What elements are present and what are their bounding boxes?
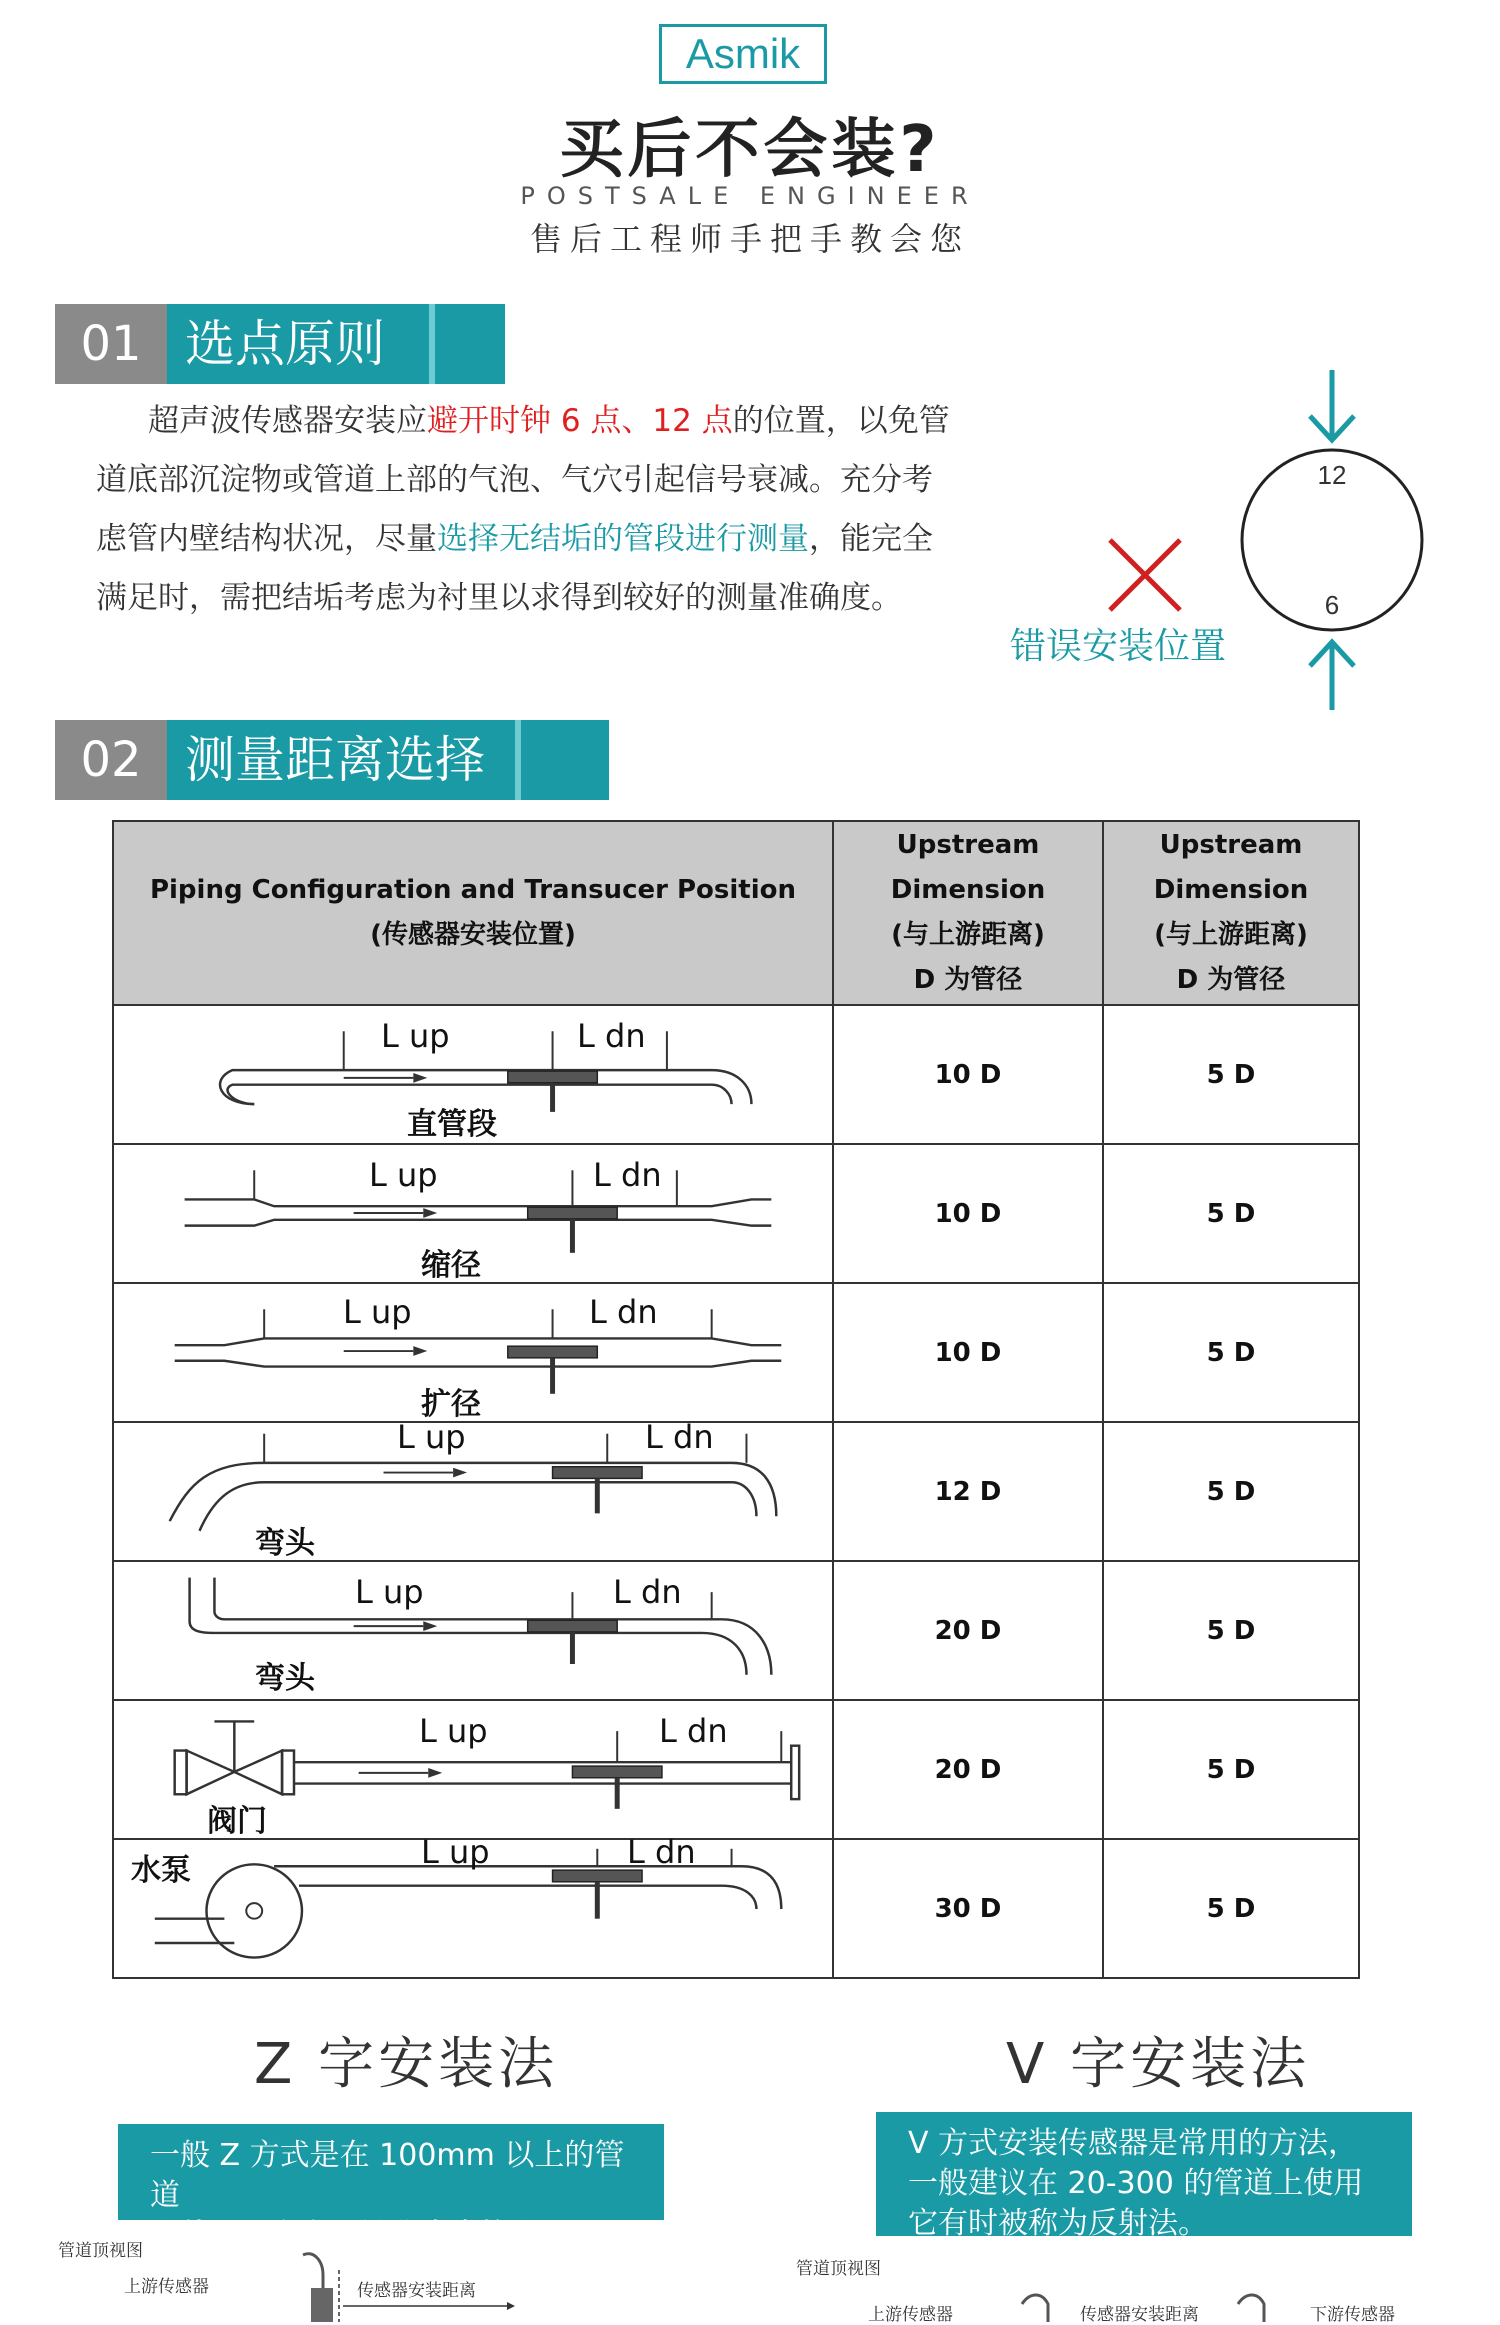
subtitle-english: POSTSALE ENGINEER <box>520 182 980 210</box>
l-up-label: L up <box>419 1712 488 1750</box>
l-dn-label: L dn <box>593 1156 662 1194</box>
config-cell <box>113 1561 833 1700</box>
config-name: 直管段 <box>407 1107 497 1142</box>
para-warning-red: 避开时钟 6 点、12 点 <box>427 403 733 439</box>
section-2-header <box>55 720 609 800</box>
transducer-icon <box>1238 2295 1264 2322</box>
upstream-value: 20 D <box>833 1700 1103 1839</box>
z-sensor-label: 上游传感器 <box>124 2277 209 2297</box>
v-distance-label: 传感器安装距离 <box>1080 2305 1199 2325</box>
l-up-label: L up <box>369 1156 438 1194</box>
config-cell <box>113 1418 833 1561</box>
downstream-value: 5 D <box>1103 1283 1359 1422</box>
downstream-value: 5 D <box>1103 1144 1359 1283</box>
config-name: 弯头 <box>255 1526 315 1561</box>
header-down-line: D 为管径 <box>1176 965 1286 995</box>
l-dn-label: L dn <box>645 1418 714 1456</box>
section-1-number: 01 <box>55 304 167 384</box>
header-up-line: (与上游距离) <box>891 920 1045 950</box>
config-name: 扩径 <box>421 1387 481 1422</box>
z-view-label: 管道顶视图 <box>58 2241 143 2261</box>
section-2-tail <box>521 720 609 800</box>
double-elbow-pipe-diagram <box>115 1563 831 1698</box>
upstream-value: 10 D <box>833 1283 1103 1422</box>
subtitle-chinese: 售后工程师手把手教会您 <box>529 220 970 258</box>
config-cell <box>113 1283 833 1422</box>
distance-table <box>112 820 1360 1979</box>
header-upstream <box>833 821 1103 1005</box>
downstream-value: 5 D <box>1103 1422 1359 1561</box>
z-distance-label: 传感器安装距离 <box>357 2281 476 2301</box>
section-1-tail <box>435 304 505 384</box>
downstream-value: 5 D <box>1103 1561 1359 1700</box>
upstream-value: 12 D <box>833 1422 1103 1561</box>
header-config-en: Piping Configuration and Transucer Position <box>149 875 797 905</box>
header-config-cn: (传感器安装位置) <box>370 920 576 950</box>
transducer-icon <box>311 2288 333 2322</box>
section-1-title: 选点原则 <box>167 304 429 384</box>
v-up-sensor-label: 上游传感器 <box>868 2305 953 2325</box>
table-row <box>113 1422 1359 1561</box>
l-up-label: L up <box>355 1573 424 1611</box>
v-desc-line: 一般建议在 20-300 的管道上使用 <box>908 2166 1364 2201</box>
l-dn-label: L dn <box>627 1833 696 1871</box>
section-2-title: 测量距离选择 <box>167 720 515 800</box>
z-method-title: Z 字安装法 <box>254 2032 559 2097</box>
v-desc-line: V 方式安装传感器是常用的方法， <box>908 2126 1359 2161</box>
header-down-line: (与上游距离) <box>1154 920 1308 950</box>
table-row <box>113 1144 1359 1283</box>
config-name: 弯头 <box>255 1661 315 1696</box>
l-up-label: L up <box>381 1017 450 1055</box>
elbow-pipe-diagram <box>115 1424 831 1559</box>
z-desc-line: 上使用，它有时被称为直接法。 <box>150 2218 570 2253</box>
upstream-value: 20 D <box>833 1561 1103 1700</box>
downstream-value: 5 D <box>1103 1005 1359 1144</box>
para-part-5: ，能完全满足时，需把结垢考虑为衬里以求得到较好的测量准确度。 <box>96 521 933 616</box>
config-cell <box>113 1005 833 1144</box>
l-dn-label: L dn <box>589 1293 658 1331</box>
z-desc-line: 一般 Z 方式是在 100mm 以上的管道 <box>150 2138 625 2213</box>
z-method-description <box>118 2124 664 2253</box>
config-name: 阀门 <box>207 1804 267 1839</box>
header-down-line: Upstream <box>1159 830 1303 860</box>
para-highlight-teal: 选择无结垢的管段进行测量 <box>437 521 809 557</box>
downstream-value: 5 D <box>1103 1839 1359 1978</box>
l-dn-label: L dn <box>613 1573 682 1611</box>
clock-6-label: 6 <box>1324 590 1340 620</box>
wrong-position-label: 错误安装位置 <box>1010 626 1227 667</box>
clock-12-label: 12 <box>1317 460 1347 490</box>
header-up-line: D 为管径 <box>913 965 1023 995</box>
downstream-value: 5 D <box>1103 1700 1359 1839</box>
header-config <box>113 821 833 1005</box>
header-up-line: Upstream <box>896 830 1040 860</box>
section-1-header <box>55 304 505 384</box>
upstream-value: 10 D <box>833 1144 1103 1283</box>
l-up-label: L up <box>343 1293 412 1331</box>
section-2-number: 02 <box>55 720 167 800</box>
config-cell <box>113 1700 833 1839</box>
header-up-line: Dimension <box>890 875 1046 905</box>
upstream-value: 10 D <box>833 1005 1103 1144</box>
config-name: 水泵 <box>131 1853 191 1888</box>
l-dn-label: L dn <box>577 1017 646 1055</box>
v-desc-line: 它有时被称为反射法。 <box>908 2206 1208 2241</box>
header-down-line: Dimension <box>1153 875 1309 905</box>
transducer-icon <box>1022 2295 1048 2322</box>
brand-logo: Asmik <box>659 24 827 84</box>
v-down-sensor-label: 下游传感器 <box>1310 2305 1395 2325</box>
config-name: 缩径 <box>421 1248 481 1283</box>
page-headline: 买后不会装? <box>559 113 941 187</box>
table-row <box>113 1005 1359 1144</box>
table-row <box>113 1283 1359 1422</box>
v-method-description <box>876 2112 1412 2241</box>
l-up-label: L up <box>421 1833 490 1871</box>
v-method-title: V 字安装法 <box>1006 2032 1311 2097</box>
table-row <box>113 1700 1359 1839</box>
para-part-3: 的位置，以免管道底部沉淀物或管道上部的气泡、气穴引起信号衰减。充分考虑管内壁结构状况，尽量 <box>96 403 950 557</box>
upstream-value: 30 D <box>833 1839 1103 1978</box>
table-header-row <box>113 821 1359 1005</box>
table-row <box>113 1561 1359 1700</box>
header-downstream <box>1103 821 1359 1005</box>
l-dn-label: L dn <box>659 1712 728 1750</box>
l-up-label: L up <box>397 1418 466 1456</box>
v-view-label: 管道顶视图 <box>796 2259 881 2279</box>
config-cell <box>113 1144 833 1283</box>
selection-principle-text <box>96 392 956 628</box>
config-cell <box>113 1833 833 1978</box>
para-part-1: 超声波传感器安装应 <box>148 403 427 439</box>
table-row <box>113 1839 1359 1978</box>
